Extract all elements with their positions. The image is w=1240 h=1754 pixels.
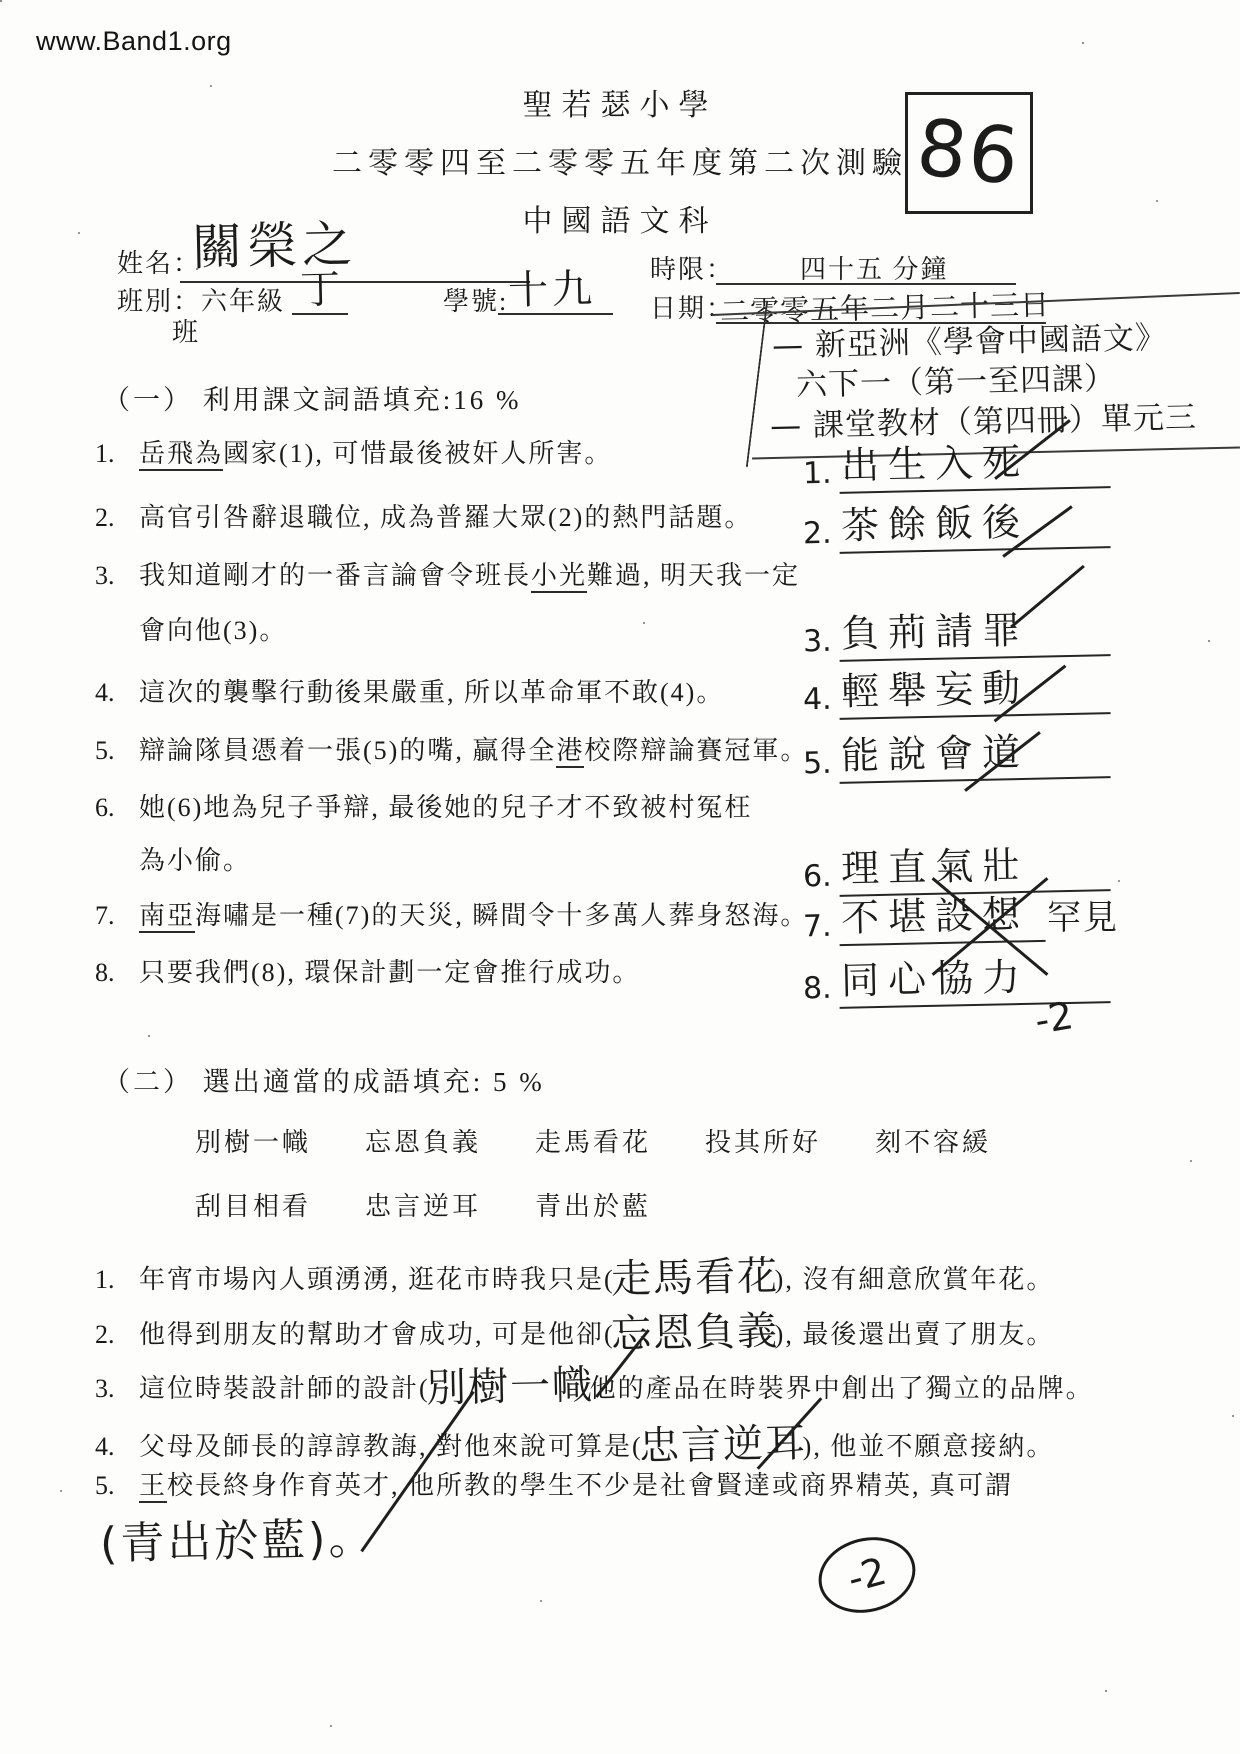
question-number: 2. [95, 1320, 115, 1349]
question-text: 他的產品在時裝界中創出了獨立的品牌。 [589, 1374, 1094, 1403]
s2-question-row-2 [95, 1298, 1055, 1358]
idiom-option: 青出於藍 [535, 1192, 652, 1221]
question-text: 只要我們(8), 環保計劃一定會推行成功。 [139, 958, 641, 987]
question-segment [139, 1308, 1055, 1358]
class-suffix: 班 [172, 318, 201, 347]
answer-text: 負荊請罪 [838, 597, 1110, 662]
question-row-5 [95, 730, 808, 767]
answer-number: 1. [802, 455, 832, 492]
question-text: 校際辯論賽冠軍。 [584, 736, 809, 765]
margin-note-line3: — 課堂教材（第四冊）單元三 [769, 399, 1198, 445]
question-number: 2. [95, 503, 115, 532]
question-text: 她(6)地為兒子爭辯, 最後她的兒子才不致被村冤枉 [139, 793, 753, 822]
answer-text: 能說會道 [838, 719, 1110, 784]
question-segment [139, 1253, 1055, 1303]
question-number: 4. [95, 1432, 115, 1461]
class-underline [292, 313, 348, 315]
date-value: 二零零五年二月二十三日 [719, 287, 1051, 329]
answer-text: 輕舉妄動 [838, 655, 1110, 720]
scan-speckles [0, 0, 2, 2]
s2-question-row-3 [95, 1352, 1094, 1412]
subject-title: 中國語文科 [522, 205, 718, 238]
answer-row-2 [803, 492, 1110, 551]
class-value: 丁 [299, 266, 341, 314]
question-text: 他得到朋友的幫助才會成功, 可是他卻( [139, 1320, 615, 1349]
student-number-value: 十九 [507, 266, 597, 314]
answer-number: 3. [802, 623, 832, 660]
question-text: 國家(1), 可惜最後被奸人所害。 [223, 439, 613, 468]
answer-text: 出生入死 [838, 429, 1110, 494]
answer-number: 5. [802, 745, 832, 782]
student-number-label: 學號: [443, 287, 509, 316]
question-text: 難過, 明天我一定 [587, 561, 801, 590]
handwritten-answer: 忠言逆耳 [638, 1420, 808, 1470]
answer-row-7 [803, 885, 1119, 944]
idiom-option: 刮目相看 [195, 1192, 312, 1221]
school-name: 聖若瑟小學 [522, 89, 718, 122]
answer-text: 不堪設想 [838, 883, 1045, 946]
question-text: 我知道剛才的一番言論會令班長 [139, 561, 532, 590]
name-label: 姓名： [117, 249, 202, 278]
answer-number: 8. [802, 970, 832, 1007]
proper-noun-underlined: 南亞 [139, 901, 195, 933]
answer-text: 同心協力 [838, 944, 1110, 1009]
proper-noun-underlined: 王 [139, 1471, 167, 1503]
proper-noun-underlined: 岳飛為 [139, 439, 223, 471]
question-segment [139, 901, 808, 933]
question-segment [139, 1420, 1055, 1470]
question-text: 這次的襲擊行動後果嚴重, 所以革命軍不敢(4)。 [139, 678, 725, 707]
section2-heading: （二） 選出適當的成語填充: 5 % [103, 1067, 545, 1097]
section1-deduction: -2 [1031, 993, 1077, 1043]
question-row-3 [95, 555, 800, 592]
answer-number: 6. [802, 858, 832, 895]
question-text: 高官引咎辭退職位, 成為普羅大眾(2)的熱門話題。 [139, 503, 753, 532]
idiom-option: 別樹一幟 [195, 1128, 312, 1157]
question-text: 辯論隊員憑着一張(5)的嘴, 贏得全 [139, 736, 557, 765]
student-number-underline [498, 313, 613, 315]
idiom-option: 刻不容緩 [875, 1128, 992, 1157]
proper-noun-underlined: 小光 [531, 561, 587, 593]
s2-question-row-5 [95, 1465, 1013, 1502]
answer-text: 茶餘飯後 [838, 489, 1110, 554]
deduction-circle [811, 1527, 924, 1623]
watermark: www.Band1.org [36, 26, 232, 56]
name-value: 關榮之 [191, 215, 358, 277]
question-segment [139, 1362, 1094, 1412]
question-text: 海嘯是一種(7)的天災, 瞬間令十多萬人葬身怒海。 [195, 901, 809, 930]
question-row-1 [95, 433, 612, 470]
question-row-6 [95, 787, 752, 824]
idiom-option: 投其所好 [705, 1128, 822, 1157]
answer-number: 4. [802, 681, 832, 718]
question-text: 校長終身作育英才, 他所教的學生不少是社會賢達或商界精英, 真可謂 [167, 1471, 1014, 1500]
question-text: ), 最後還出賣了朋友。 [774, 1320, 1055, 1349]
idiom-bank-row2 [195, 1186, 651, 1223]
question-number: 5. [95, 736, 115, 765]
handwritten-answer: 別樹一幟 [425, 1362, 595, 1412]
margin-note-line1: — 新亞洲《學會中國語文》 [771, 319, 1168, 365]
question-number: 5. [95, 1471, 115, 1500]
question-row-7 [95, 895, 808, 932]
idiom-option: 忘恩負義 [365, 1128, 482, 1157]
answer-row-3 [803, 600, 1110, 659]
answer-number: 7. [802, 908, 832, 945]
proper-noun-underlined: 港 [556, 736, 584, 768]
question-number: 8. [95, 958, 115, 987]
question-row-8 [95, 952, 640, 989]
section2-deduction: -2 [842, 1548, 892, 1602]
question-text: 這位時裝設計師的設計( [139, 1374, 430, 1403]
margin-note-line2: 六下一（第一至四課） [795, 360, 1117, 404]
question-number: 6. [95, 793, 115, 822]
score-box [905, 92, 1033, 214]
score-value: 86 [912, 102, 1026, 204]
date-label: 日期： [650, 294, 735, 323]
question-segment [139, 1471, 1013, 1503]
question-text: 父母及師長的諄諄教誨, 對他來說可算是( [139, 1432, 643, 1461]
time-limit-value: 四十五 分鐘 [800, 255, 949, 284]
question-number: 3. [95, 1374, 115, 1403]
question-number: 1. [95, 439, 115, 468]
answer-text: 理直氣壯 [838, 832, 1110, 897]
time-limit-label: 時限： [650, 255, 735, 284]
question-row-2 [95, 497, 752, 534]
question-row-4 [95, 672, 724, 709]
s2-question-row-4 [95, 1410, 1055, 1470]
question-3-line2: 會向他(3)。 [139, 616, 288, 645]
question-segment [139, 736, 808, 768]
class-label: 班別：六年級 [117, 287, 286, 316]
question-6-line2: 為小偷。 [139, 846, 252, 875]
question-number: 1. [95, 1265, 115, 1294]
question-segment [139, 439, 612, 471]
question-number: 7. [95, 901, 115, 930]
question-text: ), 沒有細意欣賞年花。 [774, 1265, 1055, 1294]
answer-number: 2. [802, 515, 832, 552]
question-segment [139, 561, 800, 593]
question-number: 3. [95, 561, 115, 590]
idiom-bank-row1 [195, 1122, 991, 1159]
handwritten-answer: 走馬看花 [610, 1253, 780, 1303]
idiom-option: 走馬看花 [535, 1128, 652, 1157]
answer-row-5 [803, 722, 1110, 781]
question-number: 4. [95, 678, 115, 707]
idiom-option: 忠言逆耳 [365, 1192, 482, 1221]
question-text: 年宵市場內人頭湧湧, 逛花市時我只是( [139, 1265, 615, 1294]
exam-title: 二零零四至二零零五年度第二次測驗 [332, 147, 908, 180]
s2-question5-answer: (青出於藍)。 [99, 1513, 376, 1570]
question-text: ), 他並不願意接納。 [802, 1432, 1055, 1461]
teacher-correction: 罕見 [1047, 898, 1119, 938]
s2-question-row-1 [95, 1243, 1055, 1303]
handwritten-answer: 忘恩負義 [610, 1308, 780, 1358]
section1-heading: （一） 利用課文詞語填充:16 % [103, 385, 522, 415]
answer-row-1 [803, 432, 1110, 491]
